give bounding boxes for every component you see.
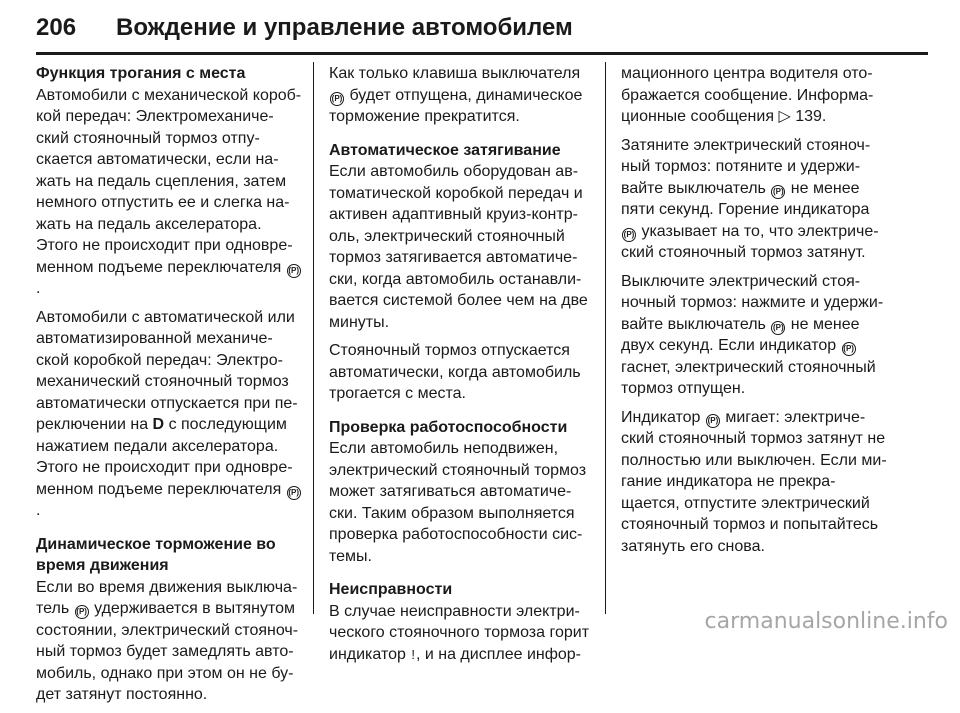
page-number: 206 xyxy=(36,14,77,41)
page-reference-link[interactable]: 139. xyxy=(795,108,827,125)
paragraph: Выключите электрический стоя-ночный тормоз: нажмите и удержи-вайте выключатель (P) не менее двух секунд. Если индикатор (P) гаснет, электрический стояночный тормоз отпущен. xyxy=(621,272,884,397)
section-heading-auto-apply: Автоматическое затягивание xyxy=(329,141,561,159)
page-ref-arrow-icon: ▷ xyxy=(778,108,791,125)
parking-brake-icon: (P) xyxy=(771,185,785,199)
column-right xyxy=(621,63,887,564)
parking-brake-icon: (P) xyxy=(287,264,301,278)
parking-brake-icon: (P) xyxy=(75,605,89,619)
page-header xyxy=(36,8,928,55)
parking-brake-icon: (P) xyxy=(771,321,785,335)
page-title: Вождение и управление автомобилем xyxy=(116,14,573,41)
section-heading-faults: Неисправности xyxy=(329,581,453,598)
column-left xyxy=(36,63,302,713)
parking-brake-icon: (P) xyxy=(622,228,636,242)
paragraph: Если автомобиль неподвижен, электрический стояночный тормоз может затягиваться автоматиче-ски. Таким образом выполняется проверка работоспособности сис-темы. xyxy=(329,440,587,565)
watermark: carmanualsonline.info xyxy=(704,609,948,634)
parking-brake-icon: (P) xyxy=(842,342,856,356)
paragraph: Автомобили с автоматической или автоматизированной механиче-ской коробкой передач: Электро-механический стояночный тормоз автоматически отпускается при пе-реключении на D с последующим нажатием педали акселератора. Этого не происходит при одновре-менном подъеме переключателя (P). xyxy=(36,308,300,519)
paragraph: Индикатор (P) мигает: электриче-ский стояночный тормоз затянут не полностью или выключен. Если ми-гание индикатора не прекра-щается, отпустите электрический стояночный тормоз и попытайтесь затянуть его снова. xyxy=(621,408,887,555)
section-heading-dynamic-braking: Динамическое торможение во время движения xyxy=(36,535,276,574)
paragraph: мационного центра водителя ото-бражается сообщение. Информа-ционные сообщения ▷ 139. xyxy=(621,65,874,125)
paragraph: Если во время движения выключа-тель (P) удерживается в вытянутом состоянии, электрический стояноч-ный тормоз будет замедлять авто-мобиль, однако при этом он не бу-дет затянут постоянно. xyxy=(36,578,299,703)
paragraph: Если автомобиль оборудован ав-томатической коробкой передач и активен адаптивный круиз-контр-оль, электрический стояночный тормоз затягивается автоматиче-ски, когда автомобиль останавли-вается системой более чем на две минуты. xyxy=(329,163,588,331)
column-middle xyxy=(329,63,595,672)
paragraph: В случае неисправности электри-ческого стояночного тормоза горит индикатор !, и на дисплее инфор- xyxy=(329,601,595,666)
parking-brake-icon: (P) xyxy=(330,92,344,106)
paragraph: Затяните электрический стояноч-ный тормоз: потяните и удержи-вайте выключатель (P) не менее пяти секунд. Горение индикатора (P) указывает на то, что электриче-ский стояночный тормоз затянут. xyxy=(621,136,879,261)
section-heading-function-check: Проверка работоспособности xyxy=(329,418,568,436)
column-divider xyxy=(605,62,606,614)
paragraph: Как только клавиша выключателя (P) будет отпущена, динамическое торможение прекратится. xyxy=(329,65,583,125)
paragraph: Стояночный тормоз отпускается автоматически, когда автомобиль трогается с места. xyxy=(329,342,581,402)
section-heading-start-function: Функция трогания с места xyxy=(36,65,246,82)
column-divider xyxy=(313,62,314,614)
paragraph: Автомобили с механической короб-кой передач: Электромеханиче-ский стояночный тормоз отпу-скается автоматически, если на-жать на педаль сцепления, затем немного отпустить ее и слегка на-жать на педаль акселератора. Этого не происходит при одновре-менном подъеме переключателя (P). xyxy=(36,86,302,297)
malfunction-icon: ! xyxy=(411,646,415,662)
parking-brake-icon: (P) xyxy=(287,486,301,500)
parking-brake-icon: (P) xyxy=(706,414,720,428)
